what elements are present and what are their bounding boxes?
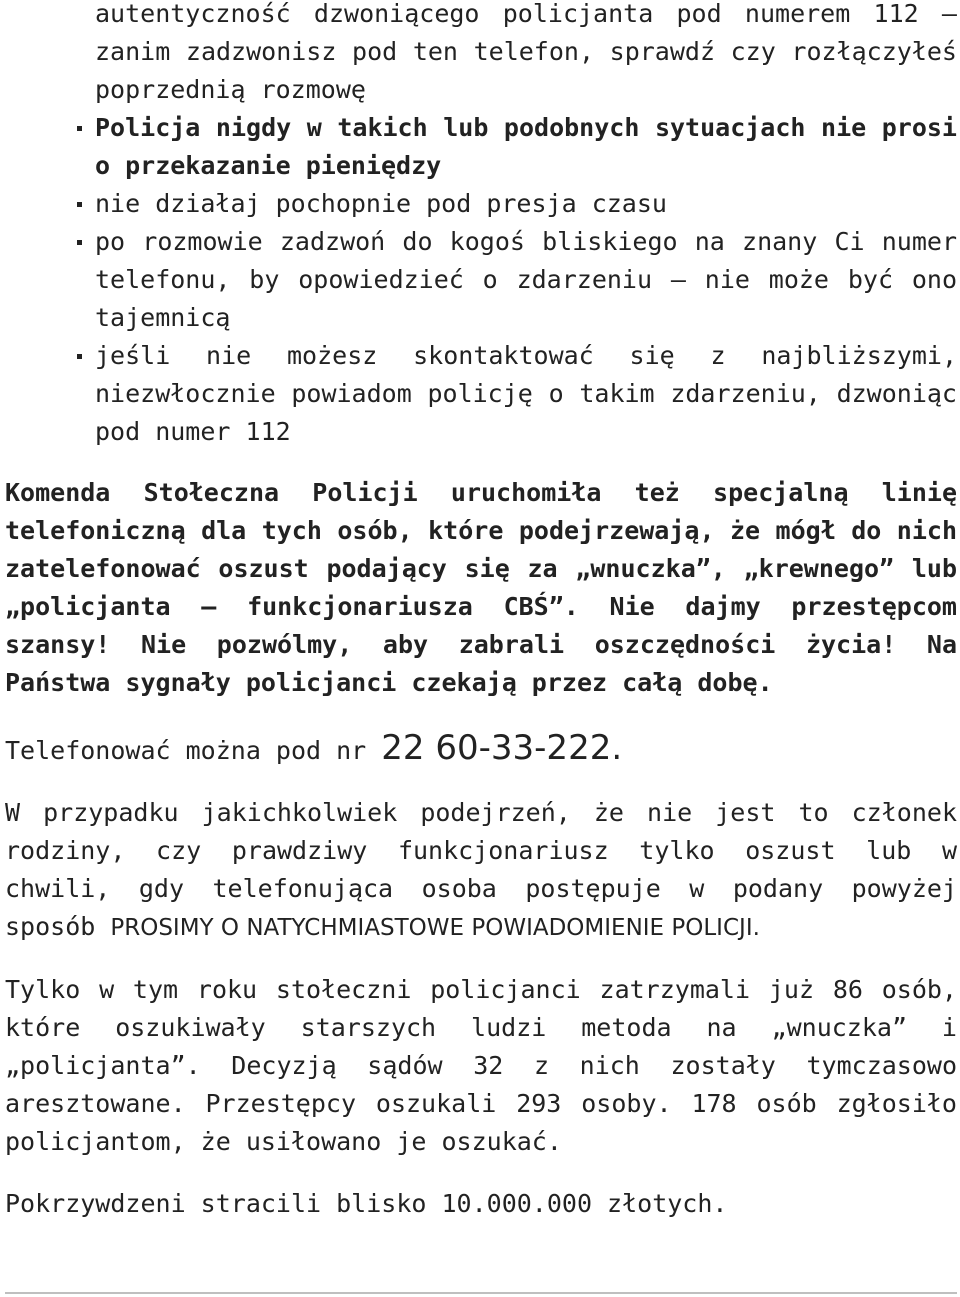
list-item: nie działaj pochopnie pod presja czasu [95,185,957,223]
hotline-paragraph: Komenda Stołeczna Policji uruchomiła też specjalną linię telefoniczną dla tych osób, które podejrzewają, że mógł do nich zatelefonować oszust podający się za „wnuczka”, „krewnego” lub „policjanta – funkcjonariusza CBŚ”. Nie dajmy przestępcom szansy! Nie pozwólmy, aby zabrali oszczędności życia! Na Państwa sygnały policjanci czekają przez całą dobę. [5,478,957,697]
list-item: jeśli nie możesz skontaktować się z najbliższymi, niezwłocznie powiadom policję o takim zdarzeniu, dzwoniąc pod numer 112 [95,337,957,451]
warning-caps: PROSIMY O NATYCHMIASTOWE POWIADOMIENIE POLICJI. [110,915,760,941]
phone-end: . [611,728,623,768]
article-body [5,0,957,1223]
phone-paragraph [5,728,957,771]
safety-tips-list [5,0,957,451]
list-item: Policja nigdy w takich lub podobnych sytuacjach nie prosi o przekazanie pieniędzy [95,109,957,185]
list-item: autentyczność dzwoniącego policjanta pod numerem 112 – zanim zadzwonisz pod ten telefon, sprawdź czy rozłączyłeś poprzednią rozmowę [95,0,957,104]
phone-number: 22 60-33-222 [381,728,612,768]
losses-paragraph: Pokrzywdzeni stracili blisko 10.000.000 złotych. [5,1189,728,1218]
bottom-divider [5,1292,957,1294]
warning-paragraph [5,794,957,947]
warning-text: W przypadku jakichkolwiek podejrzeń, że nie jest to członek rodziny, czy prawdziwy funkcjonariusz tylko oszust lub w chwili, gdy telefonująca osoba postępuje w podany powyżej sposób [5,798,957,941]
phone-label: Telefonować można pod nr [5,736,382,765]
list-item: po rozmowie zadzwoń do kogoś bliskiego na znany Ci numer telefonu, by opowiedzieć o zdarzeniu – nie może być ono tajemnicą [95,223,957,337]
statistics-paragraph: Tylko w tym roku stołeczni policjanci zatrzymali już 86 osób, które oszukiwały starszych ludzi metoda na „wnuczka” i „policjanta”. Decyzją sądów 32 z nich zostały tymczasowo aresztowane. Przestępcy oszukali 293 osoby. 178 osób zgłosiło policjantom, że usiłowano je oszukać. [5,975,957,1156]
